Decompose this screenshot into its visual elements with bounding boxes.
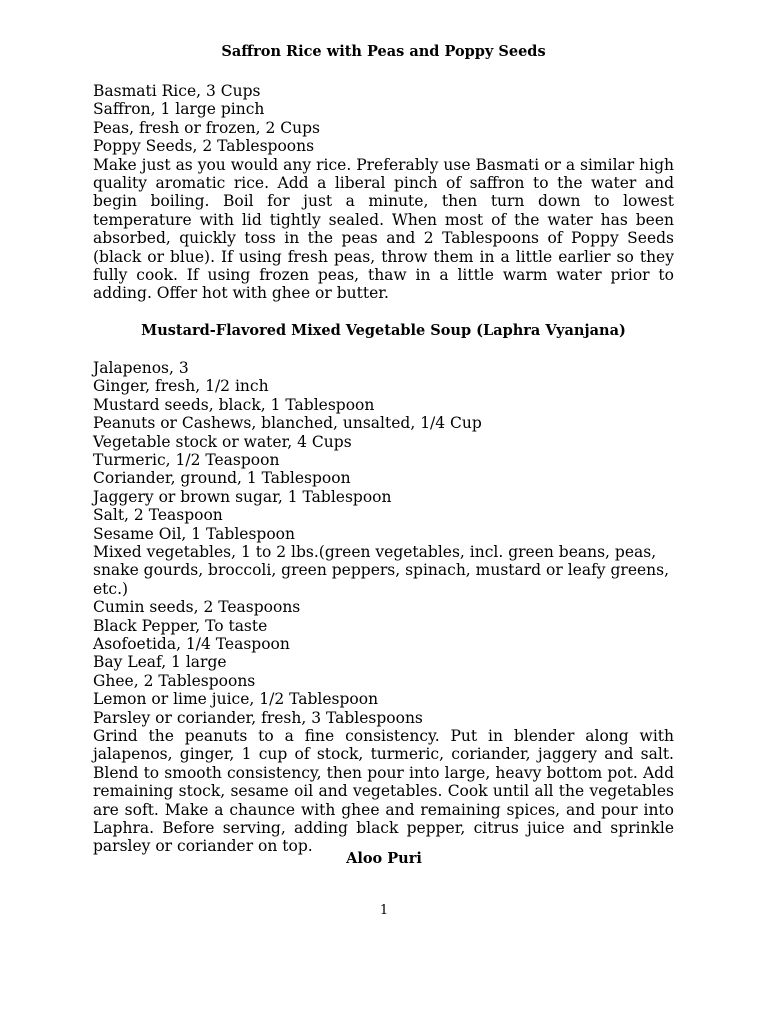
ingredient-list bbox=[93, 82, 674, 156]
ingredient-item: Asofoetida, 1/4 Teaspoon bbox=[93, 634, 290, 653]
ingredient-item: Peanuts or Cashews, blanched, unsalted, 1/4 Cup bbox=[93, 414, 482, 433]
ingredient-item: Bay Leaf, 1 large bbox=[93, 653, 227, 672]
recipe-saffron-rice bbox=[93, 42, 674, 303]
ingredient-item: Jalapenos, 3 bbox=[93, 358, 189, 377]
ingredient-item: Basmati Rice, 3 Cups bbox=[93, 82, 261, 100]
recipe-method: Grind the peanuts to a fine consistency. Put in blender along with jalapenos, ginger, 1 cup of stock, turmeric, coriander, jaggery and salt. Blend to smooth consistency, then pour into large, heavy bottom pot. Add remaining stock, sesame oil and vegetables. Cook until all the vegetables are soft. Make a chaunce with ghee and remaining spices, and pour into Laphra. Before serving, adding black pepper, citrus juice and sprinkle parsley or coriander on top. bbox=[93, 727, 674, 856]
ingredient-item: Black Pepper, To taste bbox=[93, 616, 268, 635]
ingredient-item: Coriander, ground, 1 Tablespoon bbox=[93, 469, 351, 488]
recipe-title: Mustard-Flavored Mixed Vegetable Soup (Laphra Vyanjana) bbox=[141, 321, 626, 339]
page-number: 1 bbox=[379, 903, 389, 918]
ingredient-item: Turmeric, 1/2 Teaspoon bbox=[93, 450, 280, 469]
recipe-laphra-vyanjana bbox=[93, 321, 674, 856]
ingredient-item: Vegetable stock or water, 4 Cups bbox=[93, 432, 352, 451]
ingredient-item: Saffron, 1 large pinch bbox=[93, 100, 265, 119]
ingredient-item: Parsley or coriander, fresh, 3 Tablespoons bbox=[93, 708, 423, 727]
ingredient-item: Jaggery or brown sugar, 1 Tablespoon bbox=[93, 487, 392, 506]
ingredient-item: Ghee, 2 Tablespoons bbox=[93, 671, 256, 690]
ingredient-item: Peas, fresh or frozen, 2 Cups bbox=[93, 118, 320, 137]
ingredient-item: Lemon or lime juice, 1/2 Tablespoon bbox=[93, 690, 379, 709]
ingredient-list bbox=[93, 359, 674, 727]
recipe-method: Make just as you would any rice. Preferably use Basmati or a similar high quality aromatic rice. Add a liberal pinch of saffron to the water and begin boiling. Boil for just a minute, then turn down to lowest temperature with lid tightly sealed. When most of the water has been absorbed, quickly toss in the peas and 2 Tablespoons of Poppy Seeds (black or blue). If using fresh peas, throw them in a little earlier so they fully cook. If using frozen peas, thaw in a little warm water prior to adding. Offer hot with ghee or butter. bbox=[93, 155, 674, 303]
ingredient-item: Poppy Seeds, 2 Tablespoons bbox=[93, 137, 315, 156]
recipe-title-aloo-puri: Aloo Puri bbox=[346, 850, 422, 867]
ingredient-item: Salt, 2 Teaspoon bbox=[93, 506, 223, 525]
ingredient-item: Mustard seeds, black, 1 Tablespoon bbox=[93, 395, 375, 414]
recipe-title: Saffron Rice with Peas and Poppy Seeds bbox=[221, 43, 546, 60]
ingredient-item: Sesame Oil, 1 Tablespoon bbox=[93, 524, 295, 543]
ingredient-item: Mixed vegetables, 1 to 2 lbs.(green vegetables, incl. green beans, peas, snake gourds, broccoli, green peppers, spinach, mustard or leafy greens, etc.) bbox=[93, 542, 670, 598]
ingredient-item: Cumin seeds, 2 Teaspoons bbox=[93, 598, 301, 617]
document-page bbox=[93, 42, 674, 856]
ingredient-item: Ginger, fresh, 1/2 inch bbox=[93, 377, 269, 396]
